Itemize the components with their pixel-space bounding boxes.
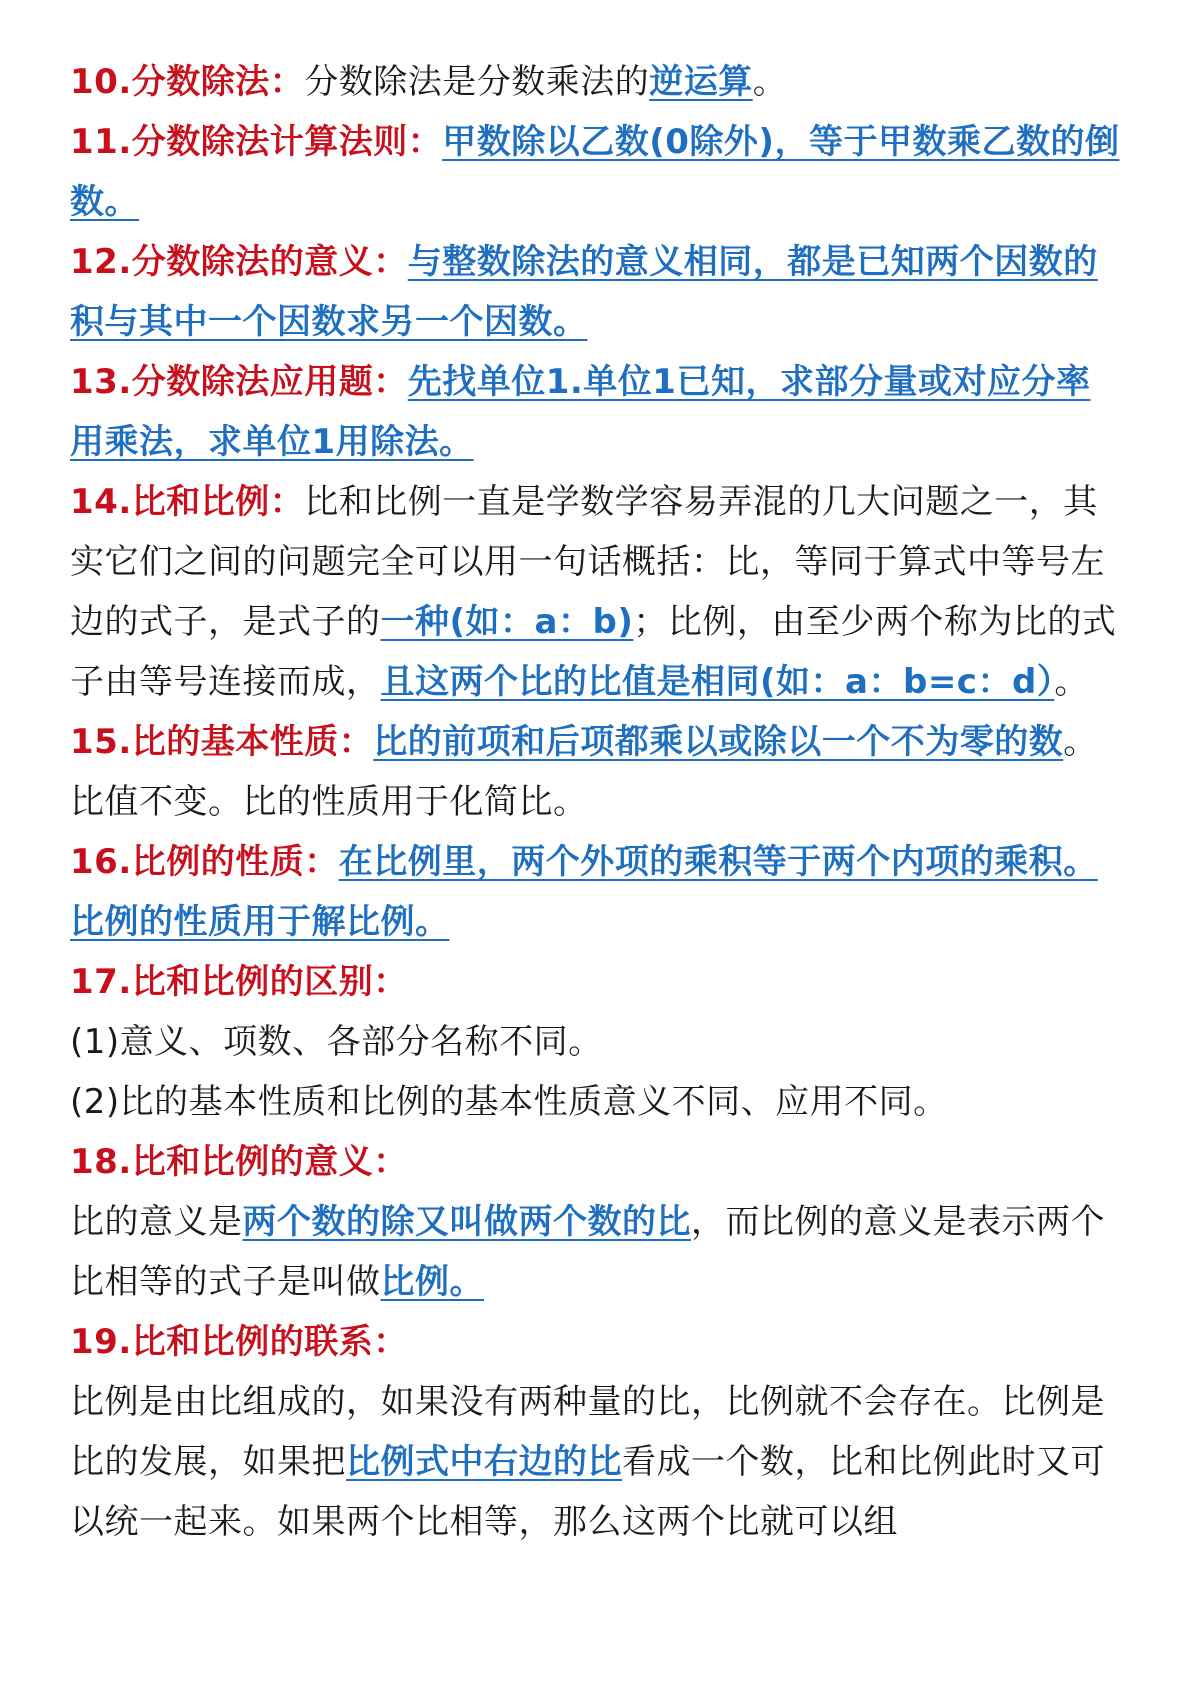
text: 比和比例一直是学数学容易弄混的几大问题之一，其实它们之间的问题完全可以用一句话概括：比，等同于算式中等号左边的式子，是式子的	[70, 482, 1105, 642]
text: 看成一个数，比和比例此时又可以统一起来。如果两个比相等，那么这两个比就可以组	[70, 1442, 1105, 1542]
item-18	[70, 1132, 1120, 1192]
highlight: 一种(如：a：b)	[380, 602, 634, 642]
heading: 15.比的基本性质：	[70, 722, 374, 762]
heading: 13.分数除法应用题：	[70, 362, 408, 402]
item-17-point-1	[70, 1012, 1120, 1072]
highlight: 且这两个比的比值是相同(如：a：b=c：d）	[380, 662, 1055, 702]
heading: 10.分数除法：	[70, 62, 305, 102]
heading: 11.分数除法计算法则：	[70, 122, 443, 162]
item-17-point-2	[70, 1072, 1120, 1132]
text: ，而比例的意义是表示两个比相等的式子是叫做	[70, 1202, 1105, 1302]
highlight: 与整数除法的意义相同，都是已知两个因数的积与其中一个因数求另一个因数。	[70, 242, 1098, 342]
text: 分数除法是分数乘法的	[304, 62, 650, 102]
heading: 18.比和比例的意义：	[70, 1142, 408, 1182]
text: 比的意义是	[70, 1202, 243, 1242]
item-19-body	[70, 1372, 1120, 1552]
item-16	[70, 832, 1120, 952]
item-15	[70, 712, 1120, 832]
text: (1)意义、项数、各部分名称不同。	[70, 1022, 603, 1062]
item-13	[70, 352, 1120, 472]
text: 。	[752, 62, 788, 102]
heading: 12.分数除法的意义：	[70, 242, 408, 282]
text: ；比例，由至少两个称为比的式子由等号连接而成，	[70, 602, 1117, 702]
item-11	[70, 112, 1120, 232]
highlight: 两个数的除又叫做两个数的比	[242, 1202, 691, 1242]
document-page	[70, 52, 1120, 1552]
heading: 17.比和比例的区别：	[70, 962, 408, 1002]
item-17	[70, 952, 1120, 1012]
highlight: 比例式中右边的比	[346, 1442, 622, 1482]
highlight: 甲数除以乙数(0除外)，等于甲数乘乙数的倒数。	[70, 122, 1120, 222]
item-14	[70, 472, 1120, 712]
heading: 19.比和比例的联系：	[70, 1322, 408, 1362]
heading: 16.比例的性质：	[70, 842, 339, 882]
heading: 14.比和比例：	[70, 482, 305, 522]
highlight: 在比例里，两个外项的乘积等于两个内项的乘积。比例的性质用于解比例。	[70, 842, 1098, 942]
highlight: 先找单位1.单位1已知，求部分量或对应分率用乘法，求单位1用除法。	[70, 362, 1091, 462]
item-19	[70, 1312, 1120, 1372]
highlight: 比的前项和后项都乘以或除以一个不为零的数	[373, 722, 1064, 762]
text: 。比值不变。比的性质用于化简比。	[70, 722, 1098, 822]
item-18-body	[70, 1192, 1120, 1312]
text: 。	[1054, 662, 1089, 702]
item-10	[70, 52, 1120, 112]
item-12	[70, 232, 1120, 352]
highlight: 比例。	[380, 1262, 484, 1302]
highlight: 逆运算	[649, 62, 753, 102]
text: 比例是由比组成的，如果没有两种量的比，比例就不会存在。比例是比的发展，如果把	[70, 1382, 1105, 1482]
text: (2)比的基本性质和比例的基本性质意义不同、应用不同。	[70, 1082, 948, 1122]
